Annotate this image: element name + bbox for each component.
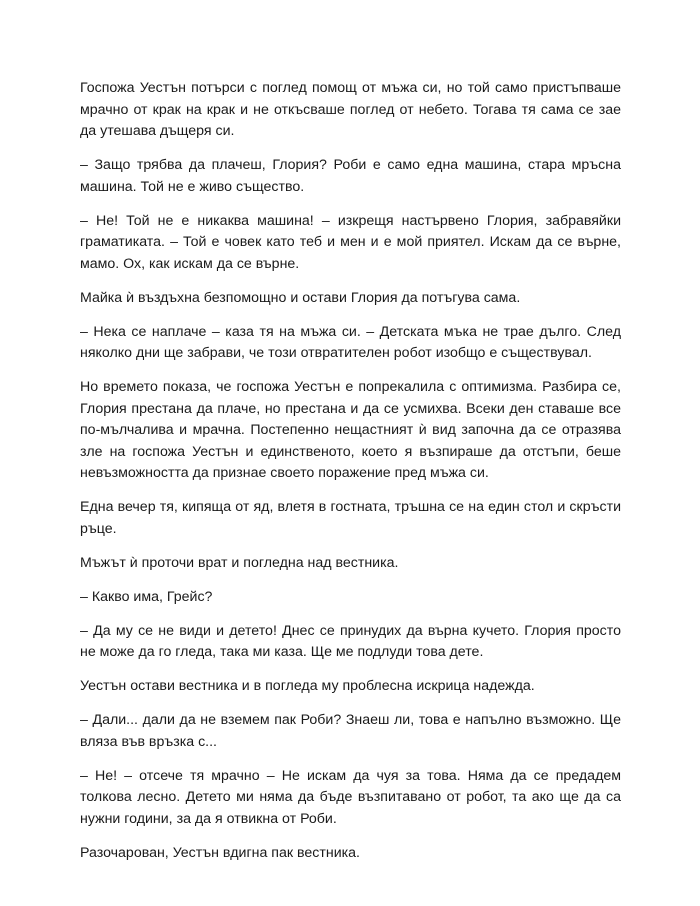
- paragraph: – Защо трябва да плачеш, Глория? Роби е само една машина, стара мръсна машина. Той не е живо същество.: [80, 157, 621, 195]
- paragraph: – Дали... дали да не вземем пак Роби? Знаеш ли, това е напълно възможно. Ще вляза във връзка с...: [80, 712, 621, 750]
- paragraph: – Не! Той не е никаква машина! – изкрещя настървено Глория, забравяйки граматиката. – Той е човек като теб и мен и е мой приятел. Искам да се върне, мамо. Ох, как искам да се върне.: [80, 212, 621, 272]
- paragraph: – Нека се наплаче – каза тя на мъжа си. – Детската мъка не трае дълго. След няколко дни ще забрави, че този отвратителен робот изобщо е съществувал.: [80, 323, 621, 361]
- paragraph: Но времето показа, че госпожа Уестън е попрекалила с оптимизма. Разбира се, Глория престана да плаче, но престана и да се усмихва. Всеки ден ставаше все по-мълчалива и мрачна. Постепенно нещастният ѝ вид започна да се отразява зле на госпожа Уестън и единственото, което я възпираше да отстъпи, беше невъзможността да признае своето поражение пред мъжа си.: [80, 379, 621, 481]
- paragraph: – Какво има, Грейс?: [80, 588, 213, 605]
- paragraph: – Да му се не види и детето! Днес се принудих да върна кучето. Глория просто не може да го гледа, така ми каза. Ще ме подлуди това дете.: [80, 622, 621, 660]
- paragraph: Майка ѝ въздъхна безпомощно и остави Глория да потъгува сама.: [80, 289, 521, 306]
- paragraph: Госпожа Уестън потърси с поглед помощ от мъжа си, но той само пристъпваше мрачно от крак на крак и не откъсваше поглед от небето. Тогава тя сама се зае да утешава дъщеря си.: [80, 80, 621, 139]
- paragraph: – Не! – отсече тя мрачно – Не искам да чуя за това. Няма да се предадем толкова лесно. Детето ми няма да бъде възпитавано от робот, та ако ще да са нужни години, за да я отвикна от Роби.: [80, 767, 621, 827]
- document-body: [80, 78, 621, 877]
- paragraph: Една вечер тя, кипяща от яд, влетя в гостната, тръшна се на един стол и скръсти ръце.: [80, 499, 621, 537]
- paragraph: Мъжът ѝ проточи врат и погледна над вестника.: [80, 554, 399, 571]
- paragraph: Уестън остави вестника и в погледа му проблесна искрица надежда.: [80, 678, 535, 694]
- paragraph: Разочарован, Уестън вдигна пак вестника.: [80, 844, 361, 861]
